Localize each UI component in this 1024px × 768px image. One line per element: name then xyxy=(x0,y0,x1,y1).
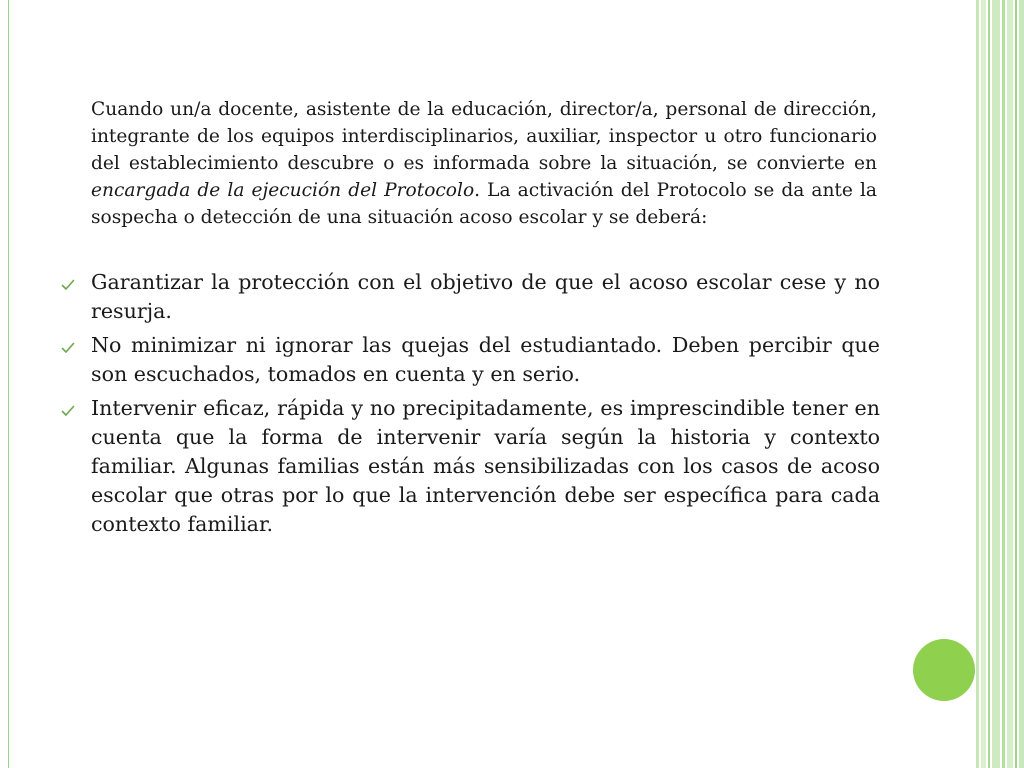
checkmark-icon xyxy=(61,278,75,292)
checkmark-icon xyxy=(61,404,75,418)
right-stripe xyxy=(1019,0,1024,768)
right-stripe xyxy=(992,0,1000,768)
right-stripe xyxy=(1015,0,1017,768)
right-stripe xyxy=(988,0,990,768)
intro-text-end: . La activación del Protocolo se da ante la sospecha o detección de una situación acoso escolar y se deberá: xyxy=(91,180,877,228)
bullet-text: Intervenir eficaz, rápida y no precipitadamente, es imprescindible tener en cuenta que la forma de intervenir varía según la historia y contexto familiar. Algunas familias están más sensibilizadas con los casos de acoso escolar que otras por lo que la intervención debe ser específica para cada contexto familiar. xyxy=(91,396,880,536)
right-stripe xyxy=(981,0,986,768)
intro-emphasis: encargada de la ejecución del Protocolo xyxy=(91,180,475,201)
checkmark-icon xyxy=(61,341,75,355)
intro-text-start: Cuando un/a docente, asistente de la educación, director/a, personal de dirección, integrante de los equipos interdisciplinarios, auxiliar, inspector u otro funcionario del establecimiento descubre o es informada sobre la situación, se convierte en xyxy=(91,99,877,174)
right-stripe xyxy=(976,0,979,768)
intro-paragraph xyxy=(91,96,877,231)
bullet-text: Garantizar la protección con el objetivo de que el acoso escolar cese y no resurja. xyxy=(91,270,880,323)
right-stripe xyxy=(1007,0,1013,768)
right-stripe xyxy=(1002,0,1005,768)
list-item xyxy=(0,331,880,389)
list-item xyxy=(0,394,880,539)
list-item xyxy=(0,268,880,326)
green-circle-decoration xyxy=(913,639,975,701)
bullet-list xyxy=(0,268,880,544)
bullet-text: No minimizar ni ignorar las quejas del estudiantado. Deben percibir que son escuchados, tomados en cuenta y en serio. xyxy=(91,333,880,386)
